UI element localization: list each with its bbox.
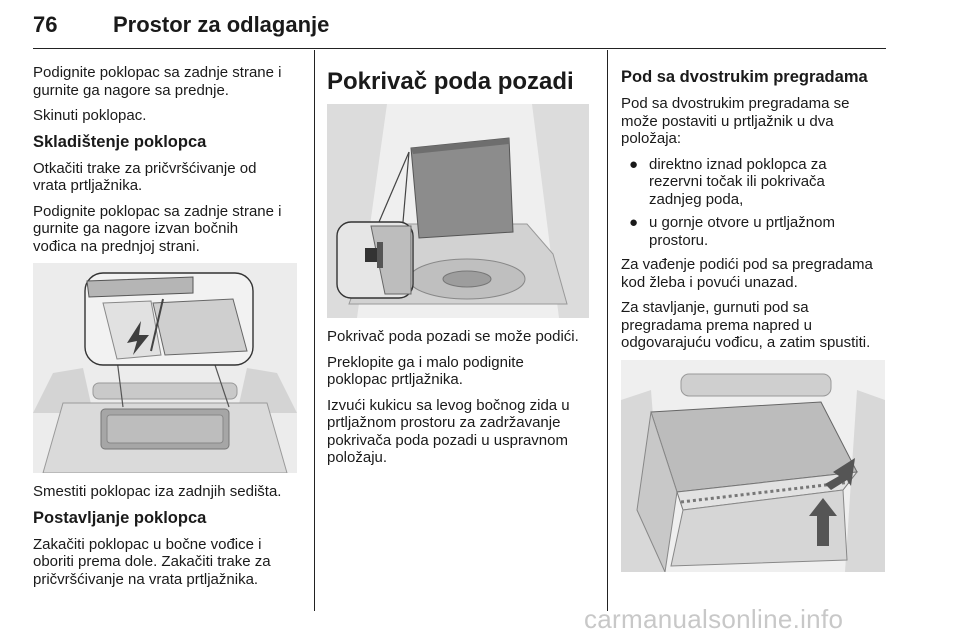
header-rule (33, 48, 886, 49)
paragraph: Zakačiti poklopac u bočne vođice i oboriti prema dole. Zakačiti trake za pričvršćivanje na vrata prtljažnika. (33, 535, 271, 588)
section-heading: Postavljanje poklopca (33, 508, 207, 527)
paragraph: Pokrivač poda pozadi se može podići. (327, 328, 579, 345)
list-item-text: direktno iznad poklopca za rezervni točak ili pokrivača zadnjeg poda, (649, 155, 827, 208)
paragraph: Podignite poklopac sa zadnje strane i gurnite ga nagore izvan bočnih vođica na prednjoj strani. (33, 202, 282, 255)
double-floor-illustration (621, 360, 885, 572)
paragraph: Za vađenje podići pod sa pregradama kod žleba i povući unazad. (621, 256, 873, 291)
page-number: 76 (33, 12, 58, 37)
column-1 (33, 64, 301, 596)
paragraph: Podignite poklopac sa zadnje strane i gurnite ga nagore sa prednje. (33, 64, 282, 99)
bullet-icon: ● (629, 155, 639, 173)
page-header (33, 8, 886, 48)
bullet-list (621, 156, 889, 250)
column-divider-2 (607, 50, 608, 611)
figure-caption: Smestiti poklopac iza zadnjih sedišta. (33, 483, 282, 500)
paragraph: Skinuti poklopac. (33, 107, 147, 124)
paragraph: Za stavljanje, gurnuti pod sa pregradama prema napred u odgovarajuću vođicu, a zatim spustiti. (621, 299, 871, 351)
page-title: Prostor za odlaganje (113, 12, 330, 37)
column-divider-1 (314, 50, 315, 611)
watermark: carmanualsonline.info (584, 604, 844, 634)
column-3 (621, 68, 889, 582)
paragraph: Preklopite ga i malo podignite poklopac prtljažnika. (327, 353, 524, 388)
paragraph: Otkačiti trake za pričvršćivanje od vrata prtljažnika. (33, 159, 257, 194)
bullet-icon: ● (629, 214, 639, 231)
cover-storage-illustration (33, 263, 297, 473)
paragraph: Pod sa dvostrukim pregradama se može postaviti u prtljažnik u dva položaja: (621, 95, 850, 147)
floor-cover-illustration (327, 104, 589, 318)
section-heading: Pod sa dvostrukim pregradama (621, 68, 868, 86)
column-2 (327, 68, 595, 475)
paragraph: Izvući kukicu sa levog bočnog zida u prtljažnom prostoru za zadržavanje pokrivača poda pozadi u uspravnom položaju. (327, 396, 570, 466)
list-item (621, 214, 889, 249)
section-heading: Pokrivač poda pozadi (327, 68, 574, 95)
section-heading: Skladištenje poklopca (33, 132, 207, 151)
list-item-text: u gornje otvore u prtljažnom prostoru. (649, 214, 835, 249)
list-item (621, 156, 889, 209)
